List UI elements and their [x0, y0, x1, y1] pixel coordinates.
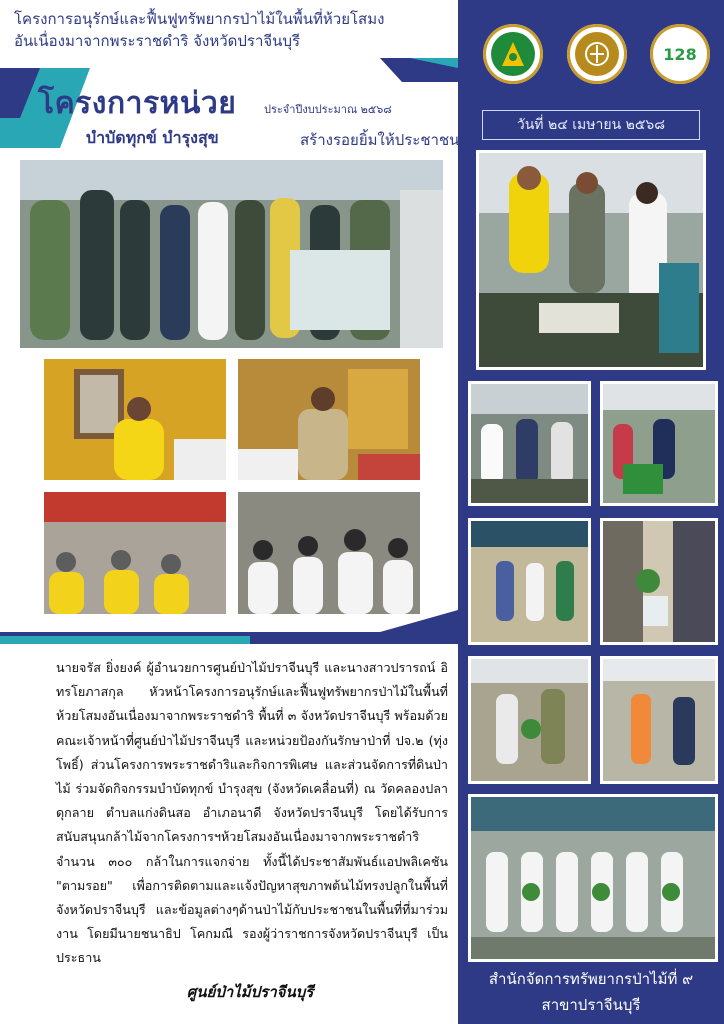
photo-group-outdoor — [600, 656, 718, 784]
divider-band — [0, 610, 458, 644]
photo-information-table — [600, 381, 718, 506]
article-body: นายจรัส ยิ่งยงค์ ผู้อำนวยการศูนย์ป่าไม้ปราจีนบุรี และนางสาวปรารถน์ อิทรโยภาสกุล หัวหน้าโครงการอนุรักษ์และฟื้นฟูทรัพยากรป่าไม้ในพื้นที่ห้วยโสมงอันเนื่องมาจากพระราชดำริ พื้นที่ ๓ จังหวัดปราจีนบุรี พร้อมด้วยคณะเจ้าหน้าที่ศูนย์ป่าไม้ปราจีนบุรี และหน่วยป้องกันรักษาป่าที่ ปจ.๒ (ทุ่งโพธิ์) ส่วนโครงการพระราชดำริและกิจการพิเศษ และส่วนจัดการที่ดินป่าไม้ ร่วมจัดกิจกรรมบำบัดทุกข์ บำรุงสุข (จังหวัดเคลื่อนที่) ณ วัดคลองปลาดุกลาย ตำบลแก่งดินสอ อำเภอนาดี จังหวัดปราจีนบุรี โดยได้รับการสนับสนุนกล้าไม้จากโครงการฯห้วยโสมงอันเนื่องมาจากพระราชดำริ จำนวน ๓๐๐ กล้าในการแจกจ่าย ทั้งนี้ได้ประชาสัมพันธ์แอปพลิเคชัน "ตามรอย" เพื่อการติดตามและแจ้งปัญหาสุขภาพต้นไม้ทรงปลูกในพื้นที่จังหวัดปราจีนบุรี และข้อมูลต่างๆด้านป่าไม้กับประชาชนในพื้นที่ที่มาร่วมงาน โดยมีนายชนาธิป โคกมณี รองผู้ว่าราชการจังหวัดปราจีนบุรี เป็นประธาน — [56, 660, 448, 966]
photo-audience-students — [238, 492, 420, 614]
main-title: โครงการหน่วย — [38, 86, 237, 121]
budget-year: ประจำปีงบประมาณ ๒๕๖๘ — [264, 103, 392, 116]
office-line-1: สำนักจัดการทรัพยากรป่าไม้ที่ ๙ — [488, 970, 694, 988]
event-date: วันที่ ๒๔ เมษายน ๒๕๖๘ — [482, 110, 700, 140]
photo-group-booth — [20, 160, 443, 348]
photo-seedling-distribution-1 — [468, 518, 591, 645]
photo-officials-seedlings — [468, 656, 591, 784]
signoff: ศูนย์ป่าไม้ปราจีนบุรี — [186, 983, 314, 1001]
subtitle-rest: สร้างรอยยิ้มให้ประชาชน — [300, 131, 460, 149]
photo-meeting-official — [238, 359, 420, 480]
department-logo — [567, 24, 627, 84]
office-line-2: สาขาปราจีนบุรี — [541, 996, 641, 1014]
photo-seedling-bags — [600, 518, 718, 645]
subtitle-bold: บำบัดทุกข์ บำรุงสุข — [86, 128, 219, 147]
anniversary-logo — [650, 24, 710, 84]
project-header-line-1: โครงการอนุรักษ์และฟื้นฟูทรัพยากรป่าไม้ในพื้นที่ห้วยโสมง — [14, 10, 385, 28]
photo-registration — [468, 381, 591, 506]
ministry-logo — [483, 24, 543, 84]
anniversary-number: 128 — [658, 32, 702, 76]
project-header — [14, 8, 444, 52]
office-name — [458, 966, 724, 1018]
photo-audience-villagers — [44, 492, 226, 614]
photo-staff-group — [468, 794, 718, 962]
project-header-line-2: อันเนื่องมาจากพระราชดำริ จังหวัดปราจีนบุรี — [14, 32, 301, 50]
photo-booth-exhibit — [476, 150, 706, 370]
photo-meeting-speaker — [44, 359, 226, 480]
